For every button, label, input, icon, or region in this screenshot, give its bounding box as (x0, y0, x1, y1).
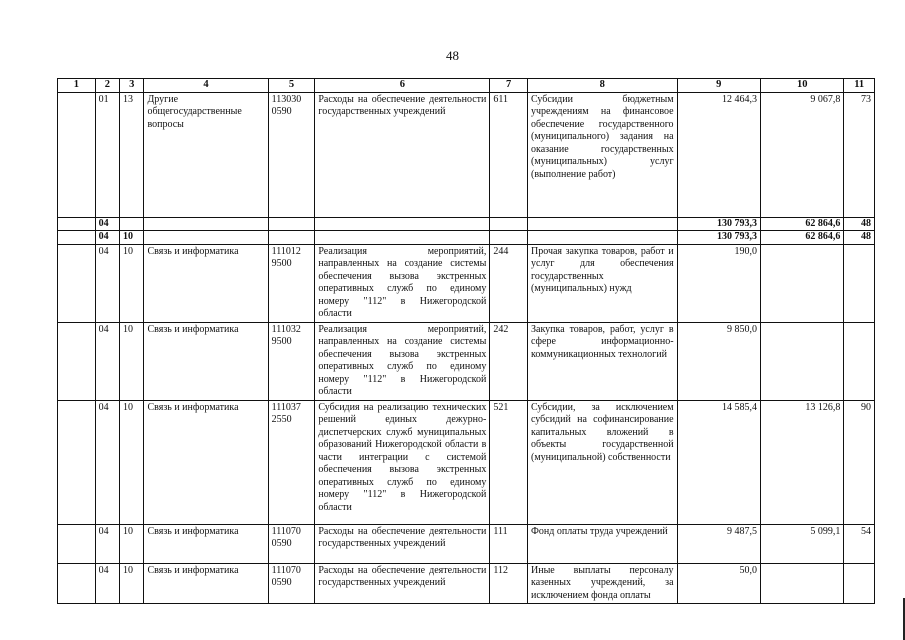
column-header: 1 (58, 79, 96, 93)
cell-percent: 90 (844, 400, 875, 524)
cell-target-name (315, 217, 490, 231)
cell-target-name (315, 231, 490, 245)
cell-target-name: Расходы на обеспечение деятельности государственных учреждений (315, 563, 490, 604)
cell-percent: 48 (844, 231, 875, 245)
cell-name (144, 217, 268, 231)
column-header: 3 (120, 79, 144, 93)
cell-subsection: 10 (120, 322, 144, 400)
cell-name: Связь и информатика (144, 524, 268, 563)
cell-plan: 14 585,4 (677, 400, 760, 524)
table-row (58, 563, 875, 604)
table-row (58, 524, 875, 563)
cell-target-code (268, 217, 315, 231)
cell-section: 04 (95, 563, 119, 604)
cell-plan: 9 487,5 (677, 524, 760, 563)
cell-actual: 9 067,8 (760, 92, 843, 217)
cell-subsection: 10 (120, 244, 144, 322)
column-header: 7 (490, 79, 528, 93)
cell-target-name: Расходы на обеспечение деятельности государственных учреждений (315, 524, 490, 563)
cell-section: 04 (95, 244, 119, 322)
table-row (58, 231, 875, 245)
cell-target-name: Расходы на обеспечение деятельности государственных учреждений (315, 92, 490, 217)
cell-target-code: 111070 0590 (268, 563, 315, 604)
cell-section: 04 (95, 217, 119, 231)
table-row (58, 400, 875, 524)
table-row (58, 244, 875, 322)
cell-target-name: Субсидия на реализацию технических решений единых дежурно-диспетчерских служб муниципальных образований Нижегородской области в части интеграции с системой обеспечения вызова экстренных оперативных служб по единому номеру "112" в Нижегородской области (315, 400, 490, 524)
header-row (58, 79, 875, 93)
cell-percent (844, 563, 875, 604)
cell-expense-type (490, 217, 528, 231)
cell-plan: 12 464,3 (677, 92, 760, 217)
cell-expense-type: 112 (490, 563, 528, 604)
cell-plan: 190,0 (677, 244, 760, 322)
page-number: 48 (446, 48, 459, 63)
cell-percent: 48 (844, 217, 875, 231)
cell-actual: 62 864,6 (760, 217, 843, 231)
column-header: 10 (760, 79, 843, 93)
cell-percent (844, 244, 875, 322)
cell-target-name: Реализация мероприятий, направленных на создание системы обеспечения вызова экстренных оперативных служб по единому номеру "112" в Нижегородской области (315, 322, 490, 400)
cell-target-name: Реализация мероприятий, направленных на создание системы обеспечения вызова экстренных оперативных служб по единому номеру "112" в Нижегородской области (315, 244, 490, 322)
cell-percent: 54 (844, 524, 875, 563)
column-header: 9 (677, 79, 760, 93)
cell-name: Связь и информатика (144, 322, 268, 400)
cell-section: 04 (95, 400, 119, 524)
cell-section: 04 (95, 524, 119, 563)
cell-plan: 50,0 (677, 563, 760, 604)
cell-subsection: 10 (120, 231, 144, 245)
cell-expense-name (528, 231, 678, 245)
cell-percent: 73 (844, 92, 875, 217)
cell-section: 04 (95, 231, 119, 245)
column-header: 8 (528, 79, 678, 93)
cell-col1 (58, 524, 96, 563)
cell-name: Другие общегосударственные вопросы (144, 92, 268, 217)
cell-expense-type: 521 (490, 400, 528, 524)
table-row (58, 92, 875, 217)
cell-expense-type (490, 231, 528, 245)
cell-expense-type: 611 (490, 92, 528, 217)
column-header: 4 (144, 79, 268, 93)
cell-subsection: 10 (120, 524, 144, 563)
cell-col1 (58, 244, 96, 322)
cell-col1 (58, 563, 96, 604)
cell-col1 (58, 92, 96, 217)
cell-actual (760, 563, 843, 604)
cell-percent (844, 322, 875, 400)
cell-actual (760, 322, 843, 400)
cell-target-code: 111012 9500 (268, 244, 315, 322)
cell-actual: 5 099,1 (760, 524, 843, 563)
cell-expense-name: Закупка товаров, работ, услуг в сфере информационно-коммуникационных технологий (528, 322, 678, 400)
cell-col1 (58, 231, 96, 245)
cell-subsection: 10 (120, 400, 144, 524)
cell-target-code: 113030 0590 (268, 92, 315, 217)
cell-col1 (58, 400, 96, 524)
cell-actual: 13 126,8 (760, 400, 843, 524)
cell-col1 (58, 217, 96, 231)
cell-name (144, 231, 268, 245)
cell-name: Связь и информатика (144, 244, 268, 322)
cell-plan: 130 793,3 (677, 217, 760, 231)
cell-subsection (120, 217, 144, 231)
cell-plan: 130 793,3 (677, 231, 760, 245)
cell-expense-name (528, 217, 678, 231)
cell-expense-type: 111 (490, 524, 528, 563)
cell-target-code: 111032 9500 (268, 322, 315, 400)
cell-target-code (268, 231, 315, 245)
cell-actual: 62 864,6 (760, 231, 843, 245)
cell-expense-name: Прочая закупка товаров, работ и услуг для обеспечения государственных (муниципальных) нужд (528, 244, 678, 322)
cell-section: 01 (95, 92, 119, 217)
column-header: 6 (315, 79, 490, 93)
cell-subsection: 10 (120, 563, 144, 604)
table-row (58, 322, 875, 400)
column-header: 5 (268, 79, 315, 93)
cell-expense-name: Субсидии, за исключением субсидий на софинансирование капитальных вложений в объекты государственной (муниципальной) собственности (528, 400, 678, 524)
cell-expense-name: Субсидии бюджетным учреждениям на финансовое обеспечение государственного (муниципального) задания на оказание государственных (муниципальных) услуг (выполнение работ) (528, 92, 678, 217)
cell-expense-type: 242 (490, 322, 528, 400)
column-header: 2 (95, 79, 119, 93)
cell-expense-name: Фонд оплаты труда учреждений (528, 524, 678, 563)
table-row (58, 217, 875, 231)
cell-actual (760, 244, 843, 322)
cell-subsection: 13 (120, 92, 144, 217)
cell-plan: 9 850,0 (677, 322, 760, 400)
column-header: 11 (844, 79, 875, 93)
cell-expense-type: 244 (490, 244, 528, 322)
cell-target-code: 111070 0590 (268, 524, 315, 563)
cell-name: Связь и информатика (144, 400, 268, 524)
budget-table (57, 78, 875, 604)
cell-target-code: 111037 2550 (268, 400, 315, 524)
cell-section: 04 (95, 322, 119, 400)
cell-col1 (58, 322, 96, 400)
cell-name: Связь и информатика (144, 563, 268, 604)
cell-expense-name: Иные выплаты персоналу казенных учреждений, за исключением фонда оплаты (528, 563, 678, 604)
